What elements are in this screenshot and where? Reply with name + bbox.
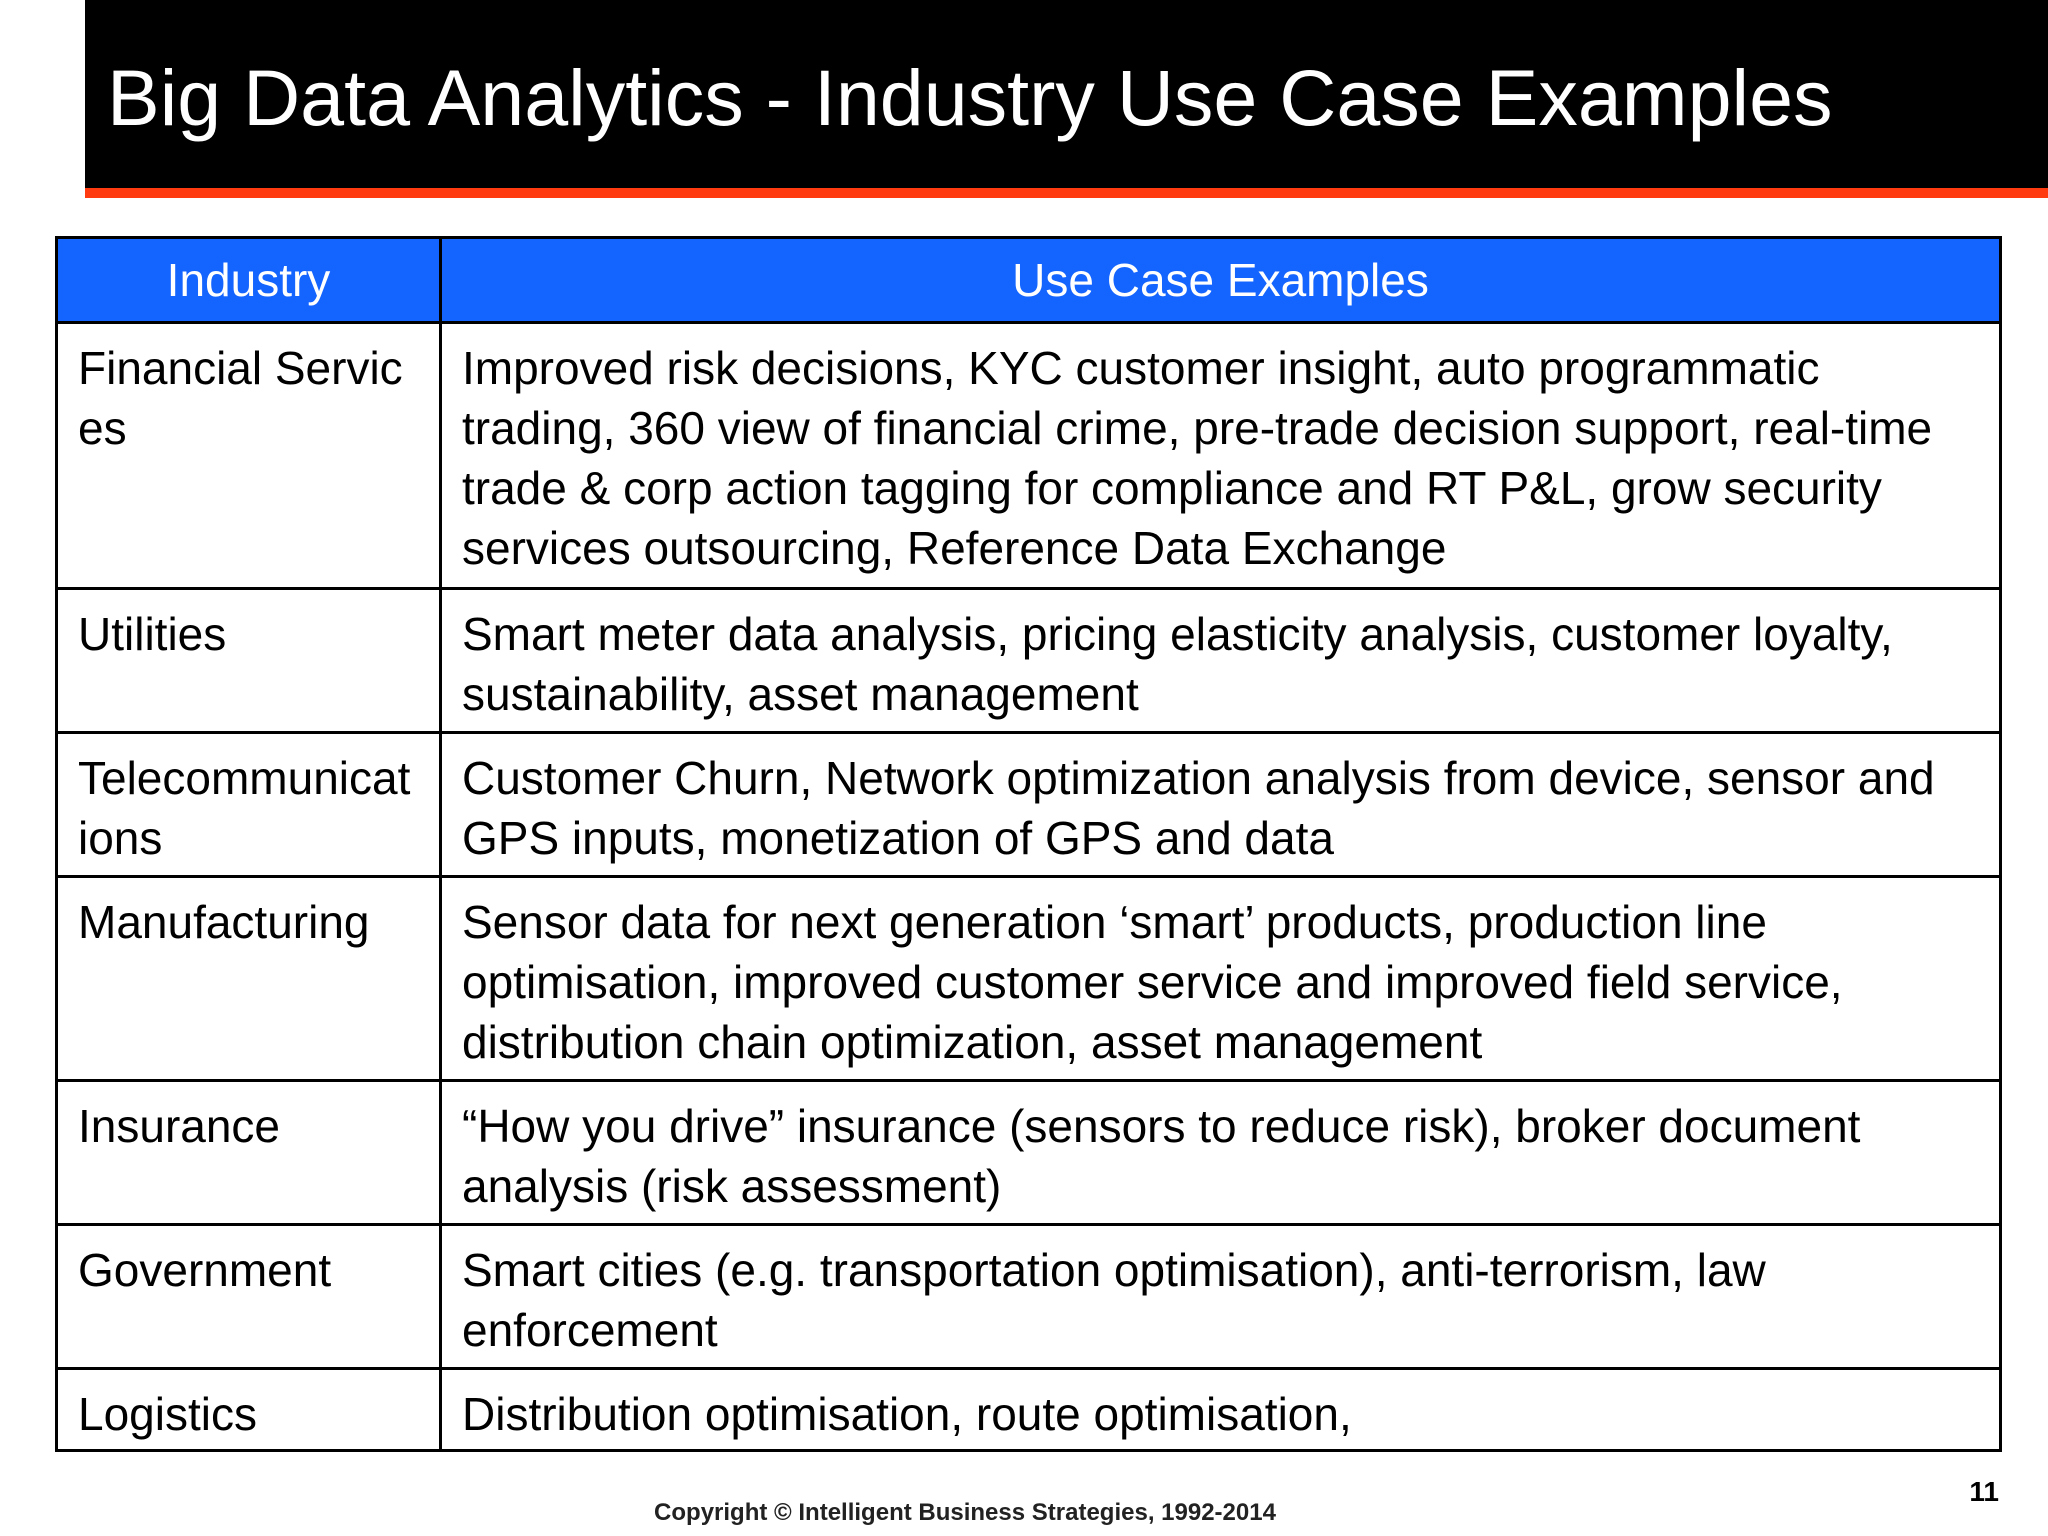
header-industry: Industry (57, 238, 441, 323)
title-bar (85, 0, 2048, 188)
table-row (57, 589, 2001, 733)
table-header-row (57, 238, 2001, 323)
table-row (57, 877, 2001, 1081)
table-row (57, 323, 2001, 589)
header-use-case-examples: Use Case Examples (441, 238, 2001, 323)
industry-cell: Manufacturing (57, 877, 441, 1081)
use-case-cell: “How you drive” insurance (sensors to reduce risk), broker document analysis (risk assessment) (441, 1081, 2001, 1225)
use-case-cell: Customer Churn, Network optimization analysis from device, sensor and GPS inputs, monetization of GPS and data (441, 733, 2001, 877)
industry-cell: Financial Services (57, 323, 441, 589)
industry-cell: Utilities (57, 589, 441, 733)
use-case-cell: Distribution optimisation, route optimisation, (441, 1369, 2001, 1451)
use-case-cell: Sensor data for next generation ‘smart’ products, production line optimisation, improved customer service and improved field service, distribution chain optimization, asset management (441, 877, 2001, 1081)
slide-title: Big Data Analytics - Industry Use Case Examples (107, 53, 1833, 142)
page-number: 11 (1969, 1476, 1999, 1507)
accent-line (85, 188, 2048, 198)
use-case-table (55, 236, 2002, 1452)
copyright-notice: Copyright © Intelligent Business Strategies, 1992-2014 (654, 1499, 1276, 1526)
table-row (57, 1081, 2001, 1225)
use-case-cell: Smart cities (e.g. transportation optimisation), anti-terrorism, law enforcement (441, 1225, 2001, 1369)
table-row (57, 1225, 2001, 1369)
table-row (57, 733, 2001, 877)
industry-cell: Insurance (57, 1081, 441, 1225)
use-case-cell: Improved risk decisions, KYC customer insight, auto programmatic trading, 360 view of financial crime, pre-trade decision support, real-time trade & corp action tagging for compliance and RT P&L, grow security services outsourcing, Reference Data Exchange (441, 323, 2001, 589)
industry-cell: Telecommunications (57, 733, 441, 877)
industry-cell: Government (57, 1225, 441, 1369)
industry-cell: Logistics (57, 1369, 441, 1451)
use-case-cell: Smart meter data analysis, pricing elasticity analysis, customer loyalty, sustainability, asset management (441, 589, 2001, 733)
table-row (57, 1369, 2001, 1451)
